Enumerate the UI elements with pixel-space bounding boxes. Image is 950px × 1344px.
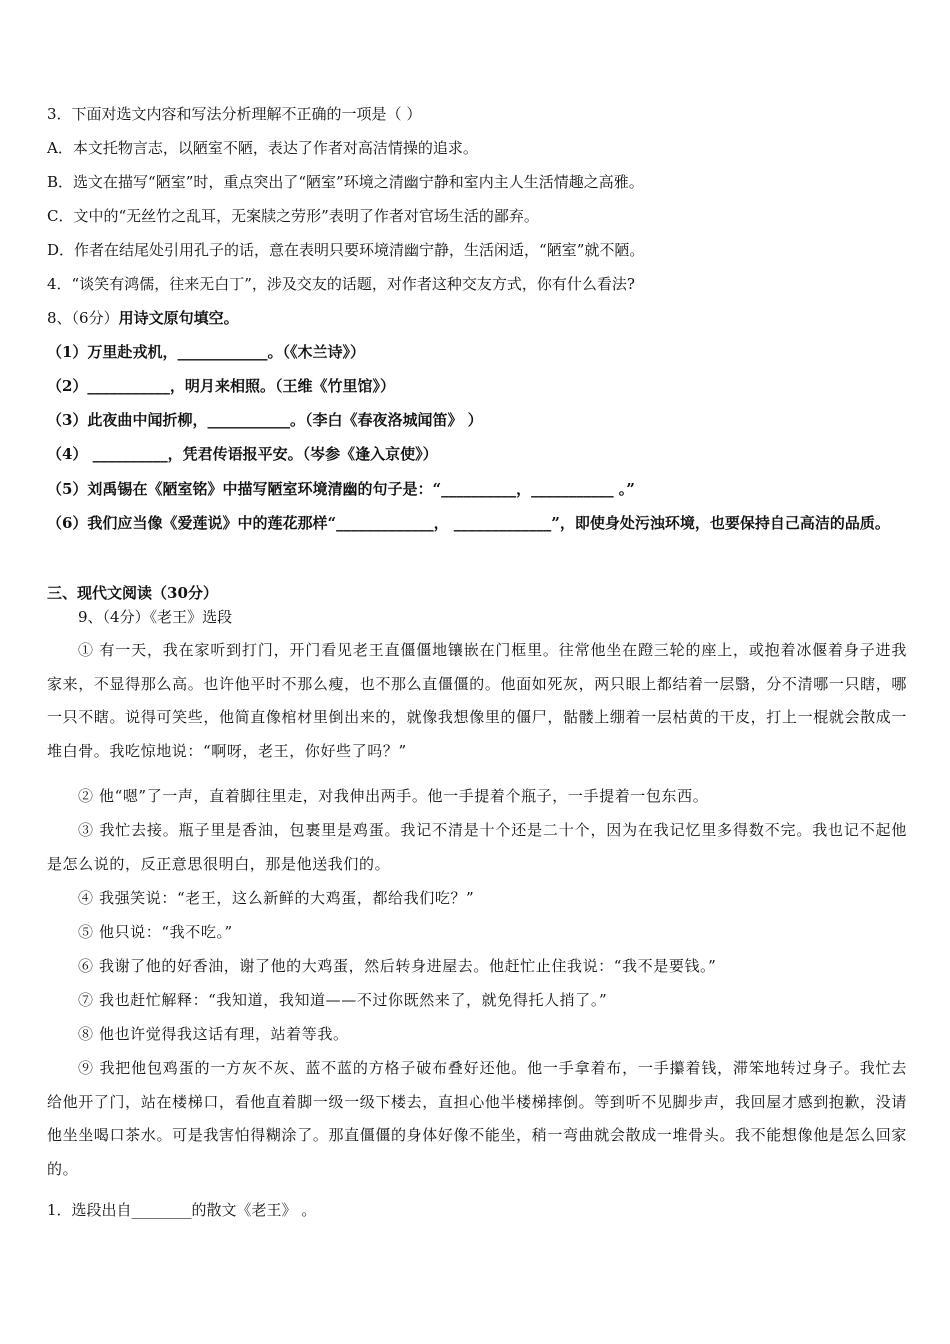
q9-title: 9、（4分）《老王》选段 xyxy=(78,608,233,626)
passage-paragraph-9: ⑨ 我把他包鸡蛋的一方灰不灰、蓝不蓝的方格子破布叠好还他。他一手拿着布，一手攥着钱，滞笨地转过身子。我忙去给他开了门，站在楼梯口，看他直着脚一级一级下楼去，直担心他半楼梯摔倒。等到听不见脚步声，我回屋才感到抱歉，没请他坐坐喝口茶水。可是我害怕得糊涂了。那直僵僵的身体好像不能坐，稍一弯曲就会散成一堆骨头。我不能想像他是怎么回家的。 xyxy=(47,1059,907,1178)
passage-paragraph-8: ⑧ 他也许觉得我这话有理，站着等我。 xyxy=(78,1025,349,1043)
q3-stem: 3．下面对选文内容和写法分析理解不正确的一项是（ ） xyxy=(47,105,422,123)
passage-paragraph-3: ③ 我忙去接。瓶子里是香油，包裹里是鸡蛋。我记不清是十个还是二十个，因为在我记忆里多得数不完。我也记不起他是怎么说的，反正意思很明白，那是他送我们的。 xyxy=(47,821,907,873)
passage-paragraph-6: ⑥ 我谢了他的好香油，谢了他的大鸡蛋，然后转身进屋去。他赶忙止住我说：“我不是要钱。” xyxy=(78,957,717,975)
q8-title-text: 用诗文原句填空。 xyxy=(118,309,239,327)
q8-item-5: （5）刘禹锡在《陋室铭》中描写陋室环境清幽的句子是：“__________，___________ 。” xyxy=(47,480,635,498)
q8-item-3: （3）此夜曲中闻折柳，___________。（李白《春夜洛城闻笛》 ） xyxy=(47,411,483,429)
q8-title xyxy=(47,308,239,328)
passage-paragraph-5: ⑤ 他只说：“我不吃。” xyxy=(78,923,233,941)
passage-paragraph-1: ① 有一天，我在家听到打门，开门看见老王直僵僵地镶嵌在门框里。往常他坐在蹬三轮的座上，或抱着冰偃着身子进我家来，不显得那么高。也许他平时不那么瘦，也不那么直僵僵的。他面如死灰，两只眼上都结着一层翳，分不清哪一只瞎，哪一只不瞎。说得可笑些，他简直像棺材里倒出来的，就像我想像里的僵尸，骷髅上绷着一层枯黄的干皮，打上一棍就会散成一堆白骨。我吃惊地说：“啊呀，老王，你好些了吗？” xyxy=(47,641,907,760)
q3-option-a: A．本文托物言志，以陋室不陋，表达了作者对高洁情操的追求。 xyxy=(47,139,478,157)
q8-title-number: 8、（6分） xyxy=(47,309,119,327)
q3-option-c: C．文中的“无丝竹之乱耳，无案牍之劳形”表明了作者对官场生活的鄙弃。 xyxy=(47,207,539,225)
q9-sub-question-1: 1．选段出自________的散文《老王》 。 xyxy=(47,1201,317,1219)
q8-item-6: （6）我们应当像《爱莲说》中的莲花那样“_____________， _____________”，即使身处污浊环境，也要保持自己高洁的品质。 xyxy=(47,514,890,532)
q8-item-4: （4） __________，凭君传语报平安。（岑参《逢入京使》） xyxy=(47,445,438,463)
q8-item-1: （1）万里赴戎机，____________。（《木兰诗》） xyxy=(47,343,365,361)
passage-paragraph-7: ⑦ 我也赶忙解释：“我知道，我知道——不过你既然来了，就免得托人捎了。” xyxy=(78,991,608,1009)
section-3-heading: 三、现代文阅读（30分） xyxy=(47,584,218,602)
q8-item-2: （2）___________，明月来相照。（王维《竹里馆》） xyxy=(47,377,395,395)
q4-question: 4．“谈笑有鸿儒，往来无白丁”，涉及交友的话题，对作者这种交友方式，你有什么看法? xyxy=(47,275,635,293)
passage-paragraph-4: ④ 我强笑说：“老王，这么新鲜的大鸡蛋，都给我们吃？” xyxy=(78,889,475,907)
q3-option-d: D．作者在结尾处引用孔子的话，意在表明只要环境清幽宁静，生活闲适，“陋室”就不陋。 xyxy=(47,241,645,259)
passage-paragraph-2: ② 他“嗯”了一声，直着脚往里走，对我伸出两手。他一手提着个瓶子，一手提着一包东西。 xyxy=(78,787,709,805)
q3-option-b: B．选文在描写“陋室”时，重点突出了“陋室”环境之清幽宁静和室内主人生活情趣之高雅。 xyxy=(47,173,644,191)
